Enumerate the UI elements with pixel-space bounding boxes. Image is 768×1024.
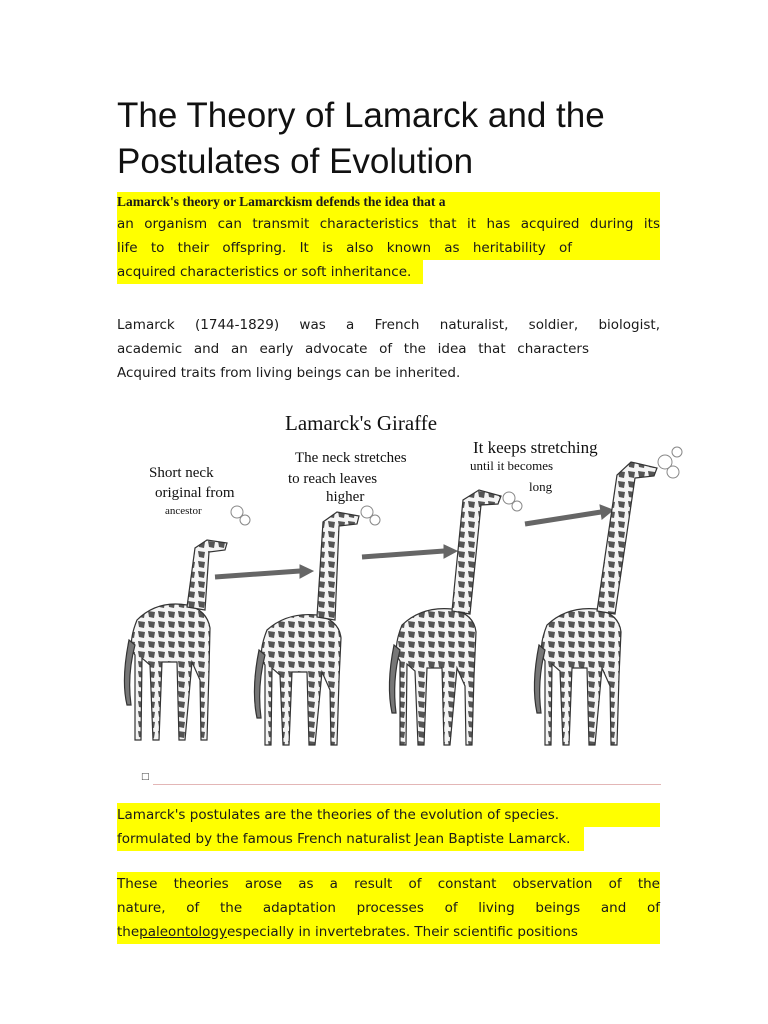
intro-lead: Lamarck's theory or Lamarckism defends the idea that a <box>117 192 660 212</box>
figure-title: Lamarck's Giraffe <box>285 411 438 435</box>
theories-line-1: These theories arose as a result of constant observation of the <box>117 876 660 892</box>
bio-paragraph <box>117 313 660 385</box>
theories-line-3-end: especially in invertebrates. Their scientific positions <box>227 924 578 940</box>
divider <box>153 784 661 785</box>
label1-line1: Short neck <box>149 465 214 481</box>
bio-line-3: Acquired traits from living beings can be inherited. <box>117 365 461 381</box>
label3-line3: long <box>529 479 553 494</box>
bio-line-2: academic and an early advocate of the idea that characters <box>117 341 589 357</box>
postulates-paragraph <box>117 803 660 851</box>
giraffe-longer-neck <box>389 490 501 745</box>
theories-line-3 <box>117 920 660 944</box>
label1-line3: ancestor <box>165 505 202 517</box>
label3-line1: It keeps stretching <box>473 438 598 457</box>
postulates-line-2: formulated by the famous French naturalist Jean Baptiste Lamarck. <box>117 827 584 851</box>
lamarck-giraffe-figure <box>117 400 685 772</box>
theories-line-3-start: the <box>117 924 140 940</box>
giraffe-illustration <box>117 400 685 772</box>
intro-paragraph <box>117 192 660 284</box>
label2-line2: to reach leaves <box>288 471 378 487</box>
label1-line2: original from <box>155 485 235 501</box>
giraffe-long-neck <box>534 462 657 745</box>
giraffe-stretching-neck <box>254 512 359 745</box>
arrow-icon <box>215 505 613 578</box>
intro-line-2: life to their offspring. It is also known as heritability of <box>117 240 572 256</box>
giraffe-short-neck <box>124 540 227 740</box>
broken-image-icon: □ <box>141 772 150 782</box>
label2-line3: higher <box>326 489 365 505</box>
intro-line-3: acquired characteristics or soft inheritance. <box>117 260 423 284</box>
page-title: The Theory of Lamarck and the Postulates of Evolution <box>117 96 605 181</box>
theories-line-2: nature, of the adaptation processes of living beings and of <box>117 900 660 916</box>
label2-line1: The neck stretches <box>295 450 407 466</box>
label3-line2: until it becomes <box>470 458 554 473</box>
theories-paragraph <box>117 872 660 944</box>
postulates-line-1: Lamarck's postulates are the theories of the evolution of species. <box>117 803 660 827</box>
intro-line-1: an organism can transmit characteristics that it has acquired during its <box>117 216 660 232</box>
paleontology-link[interactable]: paleontology <box>139 924 227 940</box>
bio-line-1: Lamarck (1744-1829) was a French naturalist, soldier, biologist, <box>117 317 660 333</box>
